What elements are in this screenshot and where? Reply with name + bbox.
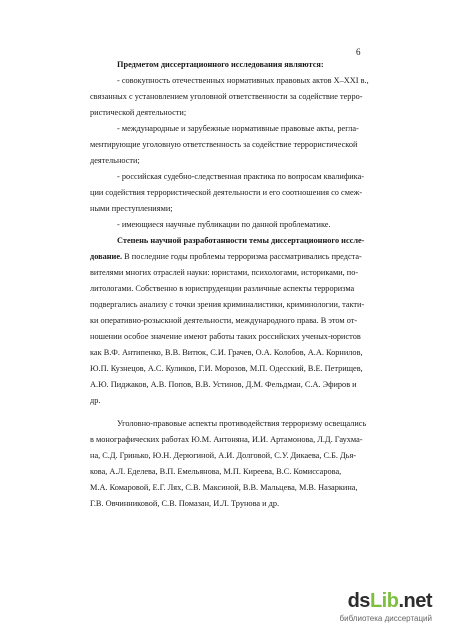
dslib-subtitle: библиотека диссертаций — [339, 614, 432, 623]
text-line: М.А. Комаровой, Е.Г. Лях, С.В. Максиной, В.В. Мальцева, М.В. Назаркина, — [90, 483, 358, 492]
text-line: А.Ю. Пиджаков, А.В. Попов, В.В. Устинов, Д.М. Фельдман, С.А. Эфиров и — [90, 380, 357, 389]
subject-heading: Предметом диссертационного исследования являются: — [117, 60, 324, 69]
text-line: - имеющиеся научные публикации по данной проблематике. — [117, 220, 331, 229]
dslib-watermark[interactable] — [318, 590, 440, 626]
text-line: кова, А.Л. Еделева, В.П. Емельянова, М.П. Киреева, В.С. Комиссарова, — [90, 467, 342, 476]
text-line: ментирующие уголовную ответственность за содействие террористической — [90, 140, 358, 149]
text-line: - международные и зарубежные нормативные правовые акты, регла- — [117, 124, 359, 133]
text-line: как В.Ф. Антипенко, В.В. Витюк, С.И. Грачев, О.А. Колобов, А.А. Корнилов, — [90, 348, 363, 357]
text-line: - совокупность отечественных нормативных правовых актов X–XXI в., — [117, 76, 369, 85]
text-line: ными преступлениями; — [90, 204, 173, 213]
text-line — [90, 252, 362, 262]
text-line: Г.В. Овчинниковой, С.В. Помазан, И.Л. Трунова и др. — [90, 499, 280, 508]
text-line: Уголовно-правовые аспекты противодействия терроризму освещались — [117, 419, 367, 428]
page-number: 6 — [356, 47, 361, 57]
text-line: в монографических работах Ю.М. Антоняна, И.И. Артамонова, Л.Д. Гаухма- — [90, 435, 363, 444]
text-line: подвергались анализу с точки зрения криминалистики, криминологии, такти- — [90, 300, 365, 309]
text-line: ношении особое значение имеют работы таких российских ученых-юристов — [90, 332, 361, 341]
degree-heading-end: дование. — [90, 252, 123, 261]
text-line: вителями многих отраслей науки: юристами, психологами, историками, по- — [90, 268, 359, 277]
text-line: ки оперативно-розыскной деятельности, международного права. В этом от- — [90, 316, 358, 325]
text-line: литологами. Собственно в юриспруденции различные аспекты терроризма — [90, 284, 355, 293]
text-line: др. — [90, 396, 101, 405]
text-line: Ю.П. Кузнецов, А.С. Куликов, Г.И. Морозов, М.П. Одесский, В.Е. Петрищев, — [90, 364, 363, 373]
text-line: ции содействия террористической деятельности и его соотношения со смеж- — [90, 188, 363, 197]
text-line: - российская судебно-следственная практика по вопросам квалифика- — [117, 172, 365, 181]
text-span: В последние годы проблемы терроризма рассматривались предста- — [122, 252, 362, 261]
degree-heading: Степень научной разработанности темы диссертационного иссле- — [117, 236, 365, 245]
dslib-logo: dsLib.net — [347, 590, 432, 612]
text-line: на, С.Д. Гринько, Ю.Н. Дерюгиной, А.И. Долговой, С.У. Дикаева, С.Б. Дья- — [90, 451, 357, 460]
text-line: ристической деятельности; — [90, 108, 187, 117]
text-line: деятельности; — [90, 156, 140, 165]
text-line: связанных с установлением уголовной ответственности за содействие терро- — [90, 92, 363, 101]
